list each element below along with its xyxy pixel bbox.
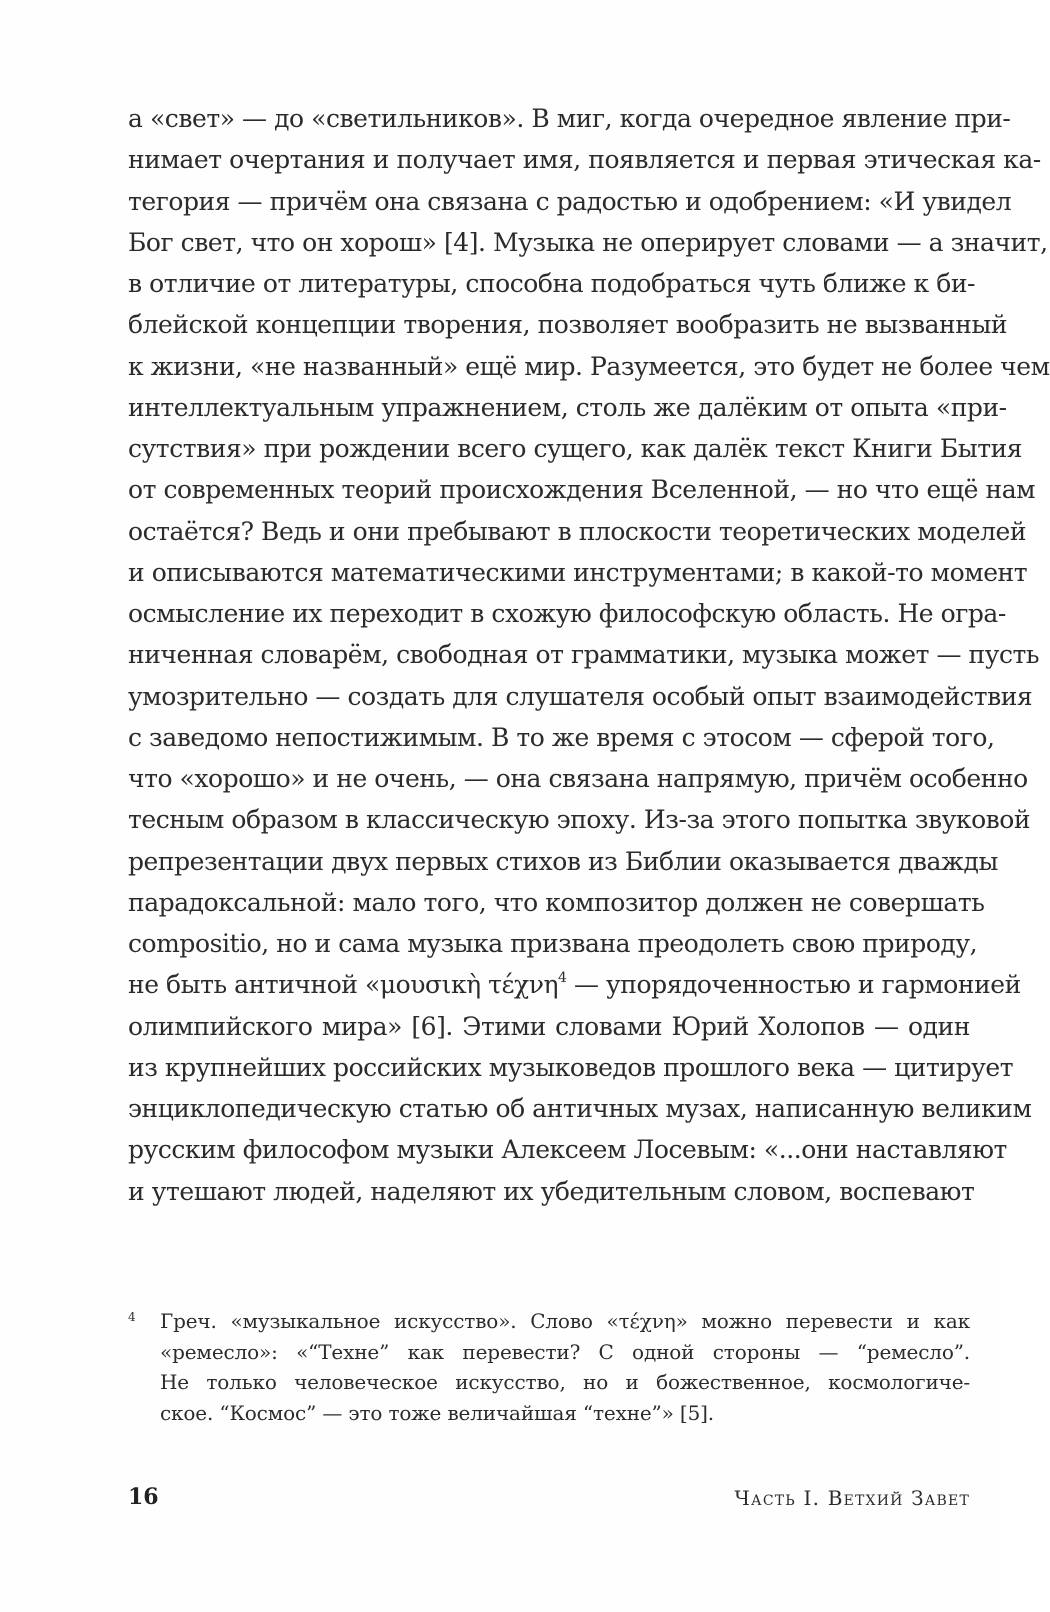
text-line: и утешают людей, наделяют их убедительным словом, воспевают [128,1176,975,1206]
text-line: из крупнейших российских музыковедов прошлого века — цитирует [128,1052,1014,1082]
text-line: что «хорошо» и не очень, — она связана напрямую, причём особенно [128,764,1028,793]
text-line: сутствия» при рождении всего сущего, как далёк текст Книги Бытия [128,434,1023,463]
text-line: нимает очертания и получает имя, появляется и первая этическая ка- [128,145,1041,175]
footnote-body [160,1306,970,1428]
footnote-line: «ремесло»: «“Техне” как перевести? С одной стороны — “ремесло”. [160,1339,970,1364]
text-line: и описываются математическими инструментами; в какой-то момент [128,557,1028,587]
footnote [128,1306,970,1428]
text-line: к жизни, «не названный» ещё мир. Разумеется, это будет не более чем [128,351,1050,381]
text-line: умозрительно — создать для слушателя особый опыт взаимодействия [128,681,1033,711]
text-line: репрезентации двух первых стихов из Библии оказывается дважды [128,846,998,876]
text-line: русским философом музыки Алексеем Лосевым: «...они наставляют [128,1135,1007,1165]
text-segment: не быть античной «μουσικὴ τέχνη [128,970,559,1000]
text-line: а «свет» — до «светильников». В миг, когда очередное явление при- [128,104,1011,133]
footnote-line: ское. “Космос” — это тоже величайшая “техне”» [5]. [160,1400,715,1425]
text-line: ниченная словарём, свободная от грамматики, музыка может — пусть [128,640,1040,670]
body-text [128,98,1050,1212]
text-line: олимпийского мира» [6]. Этими словами Юрий Холопов — один [128,1011,970,1041]
page-number: 16 [128,1484,159,1510]
footnote-number: 4 [128,1310,136,1324]
text-line: тегория — причём она связана с радостью и одобрением: «И увидел [128,186,1012,216]
text-line: блейской концепции творения, позволяет вообразить не вызванный [128,310,1008,340]
running-head: Часть I. Ветхий Завет [734,1486,970,1510]
text-line-with-footnote-ref [128,964,1021,1005]
text-line: парадоксальной: мало того, что композитор должен не совершать [128,887,985,917]
text-line: интеллектуальным упражнением, столь же далёким от опыта «при- [128,392,1007,422]
text-line: осмысление их переходит в схожую философскую область. Не огра- [128,599,1006,628]
text-line: с заведомо непостижимым. В то же время с этосом — сферой того, [128,722,995,752]
footnote-line: Не только человеческое искусство, но и божественное, космологиче- [160,1370,970,1394]
text-line: compositio, но и сама музыка призвана преодолеть свою природу, [128,929,978,958]
text-line: Бог свет, что он хорош» [4]. Музыка не оперирует словами — а значит, [128,227,1048,257]
text-line: в отличие от литературы, способна подобраться чуть ближе к би- [128,269,976,298]
text-line: остаётся? Ведь и они пребывают в плоскости теоретических моделей [128,516,1027,546]
footnote-reference[interactable]: 4 [558,969,567,986]
text-line: тесным образом в классическую эпоху. Из-за этого попытка звуковой [128,805,1031,835]
footnote-line: Греч. «музыкальное искусство». Слово «τέχνη» можно перевести и как [160,1309,970,1333]
text-line: от современных теорий происхождения Вселенной, — но что ещё нам [128,475,1036,505]
text-segment: — упорядоченностью и гармонией [566,970,1021,1000]
text-line: энциклопедическую статью об античных музах, написанную великим [128,1094,1032,1123]
